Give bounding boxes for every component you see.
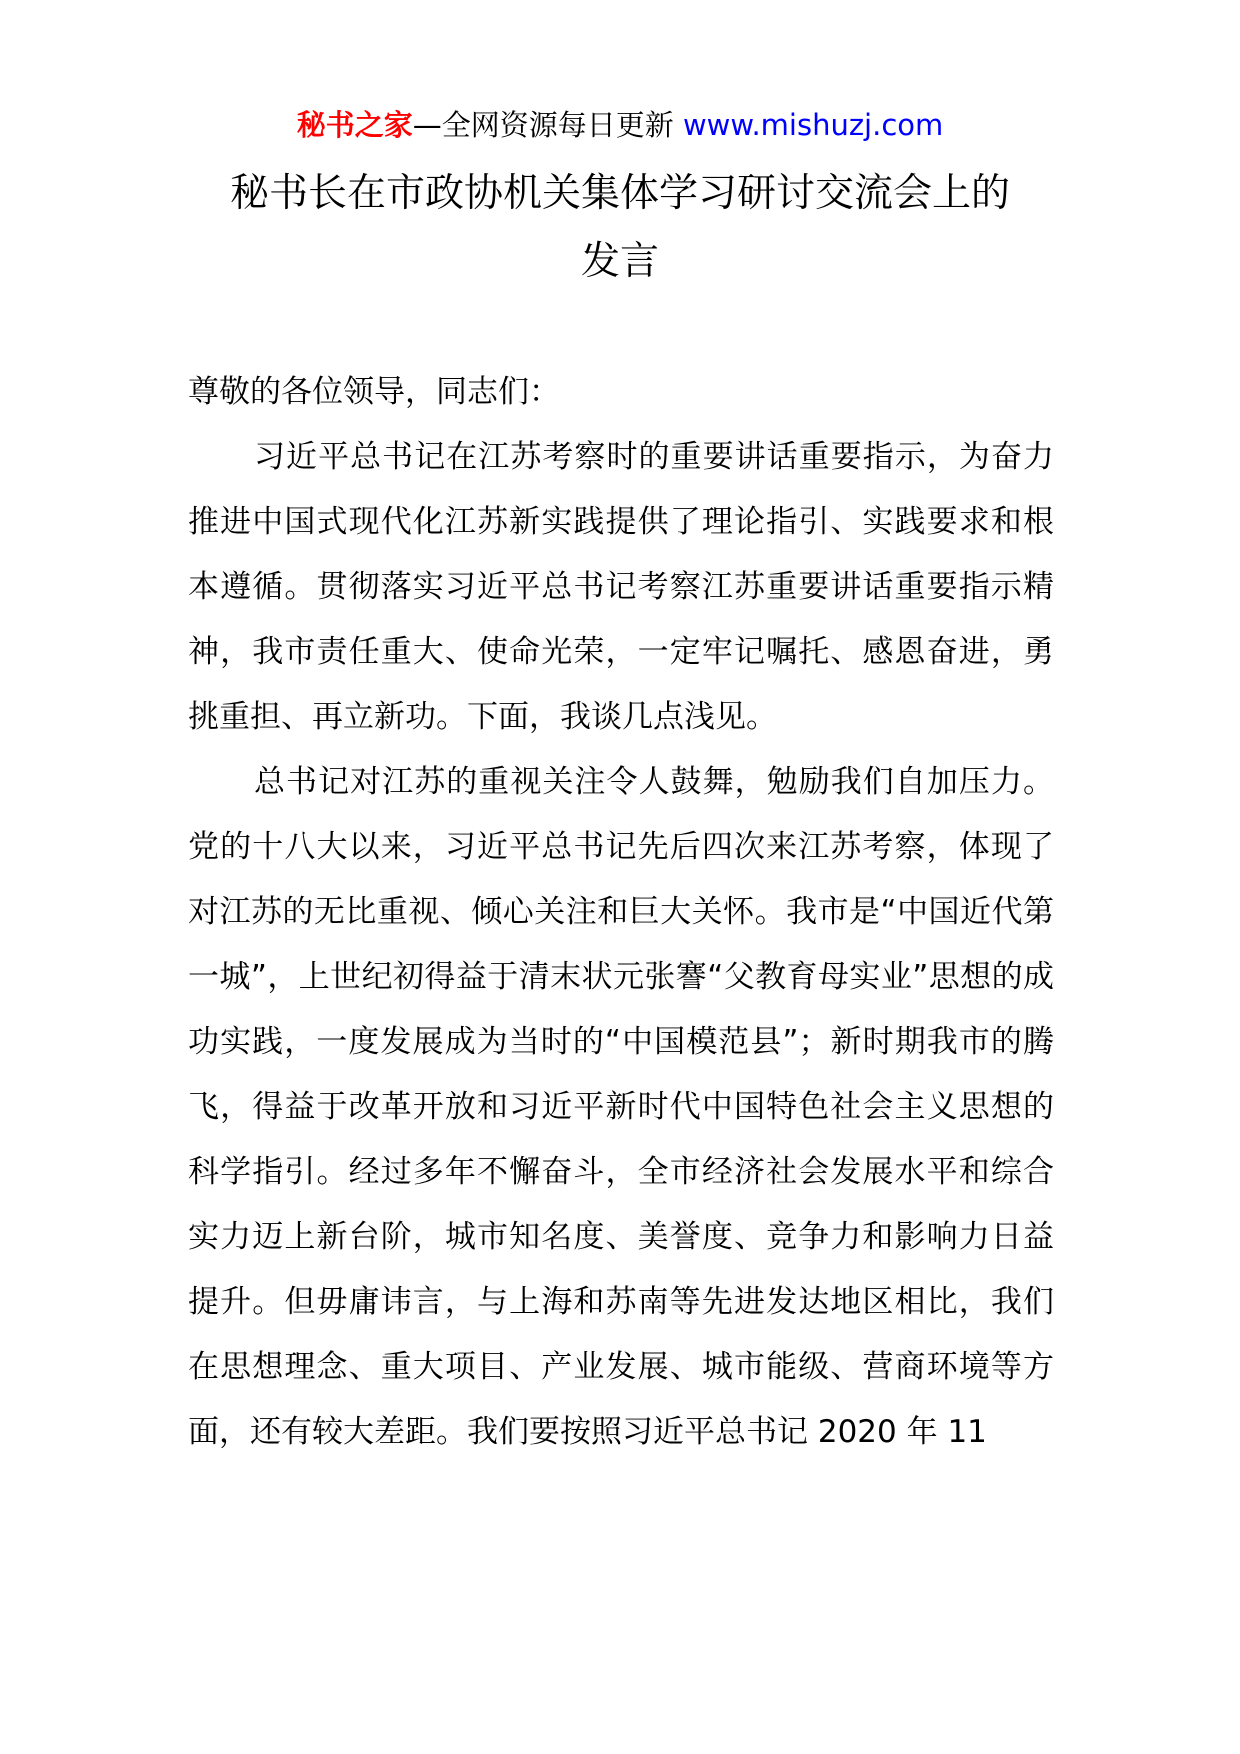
document-body bbox=[188, 360, 1054, 1465]
title-line-2: 发言 bbox=[580, 239, 659, 284]
title-line-1: 秘书长在市政协机关集体学习研讨交流会上的 bbox=[229, 171, 1010, 216]
paragraph: 总书记对江苏的重视关注令人鼓舞，勉励我们自加压力。党的十八大以来，习近平总书记先后四次来江苏考察，体现了对江苏的无比重视、倾心关注和巨大关怀。我市是“中国近代第一城”，上世纪初得益于清末状元张謇“父教育母实业”思想的成功实践，一度发展成为当时的“中国模范县”；新时期我市的腾飞，得益于改革开放和习近平新时代中国特色社会主义思想的科学指引。经过多年不懈奋斗，全市经济社会发展水平和综合实力迈上新台阶，城市知名度、美誉度、竞争力和影响力日益提升。但毋庸讳言，与上海和苏南等先进发达地区相比，我们在思想理念、重大项目、产业发展、城市能级、营商环境等方面，还有较大差距。我们要按照习近平总书记 2020 年 11 bbox=[188, 764, 1054, 1450]
website-link[interactable]: www.mishuzj.com bbox=[682, 108, 944, 142]
page-header bbox=[0, 100, 1240, 150]
document-title bbox=[150, 160, 1090, 296]
paragraph: 习近平总书记在江苏考察时的重要讲话重要指示，为奋力推进中国式现代化江苏新实践提供了理论指引、实践要求和根本遵循。贯彻落实习近平总书记考察江苏重要讲话重要指示精神，我市责任重大、使命光荣，一定牢记嘱托、感恩奋进，勇挑重担、再立新功。下面，我谈几点浅见。 bbox=[188, 439, 1054, 735]
salutation: 尊敬的各位领导，同志们： bbox=[188, 374, 560, 410]
header-tagline: —全网资源每日更新 bbox=[412, 108, 674, 142]
brand-name: 秘书之家 bbox=[296, 108, 413, 142]
